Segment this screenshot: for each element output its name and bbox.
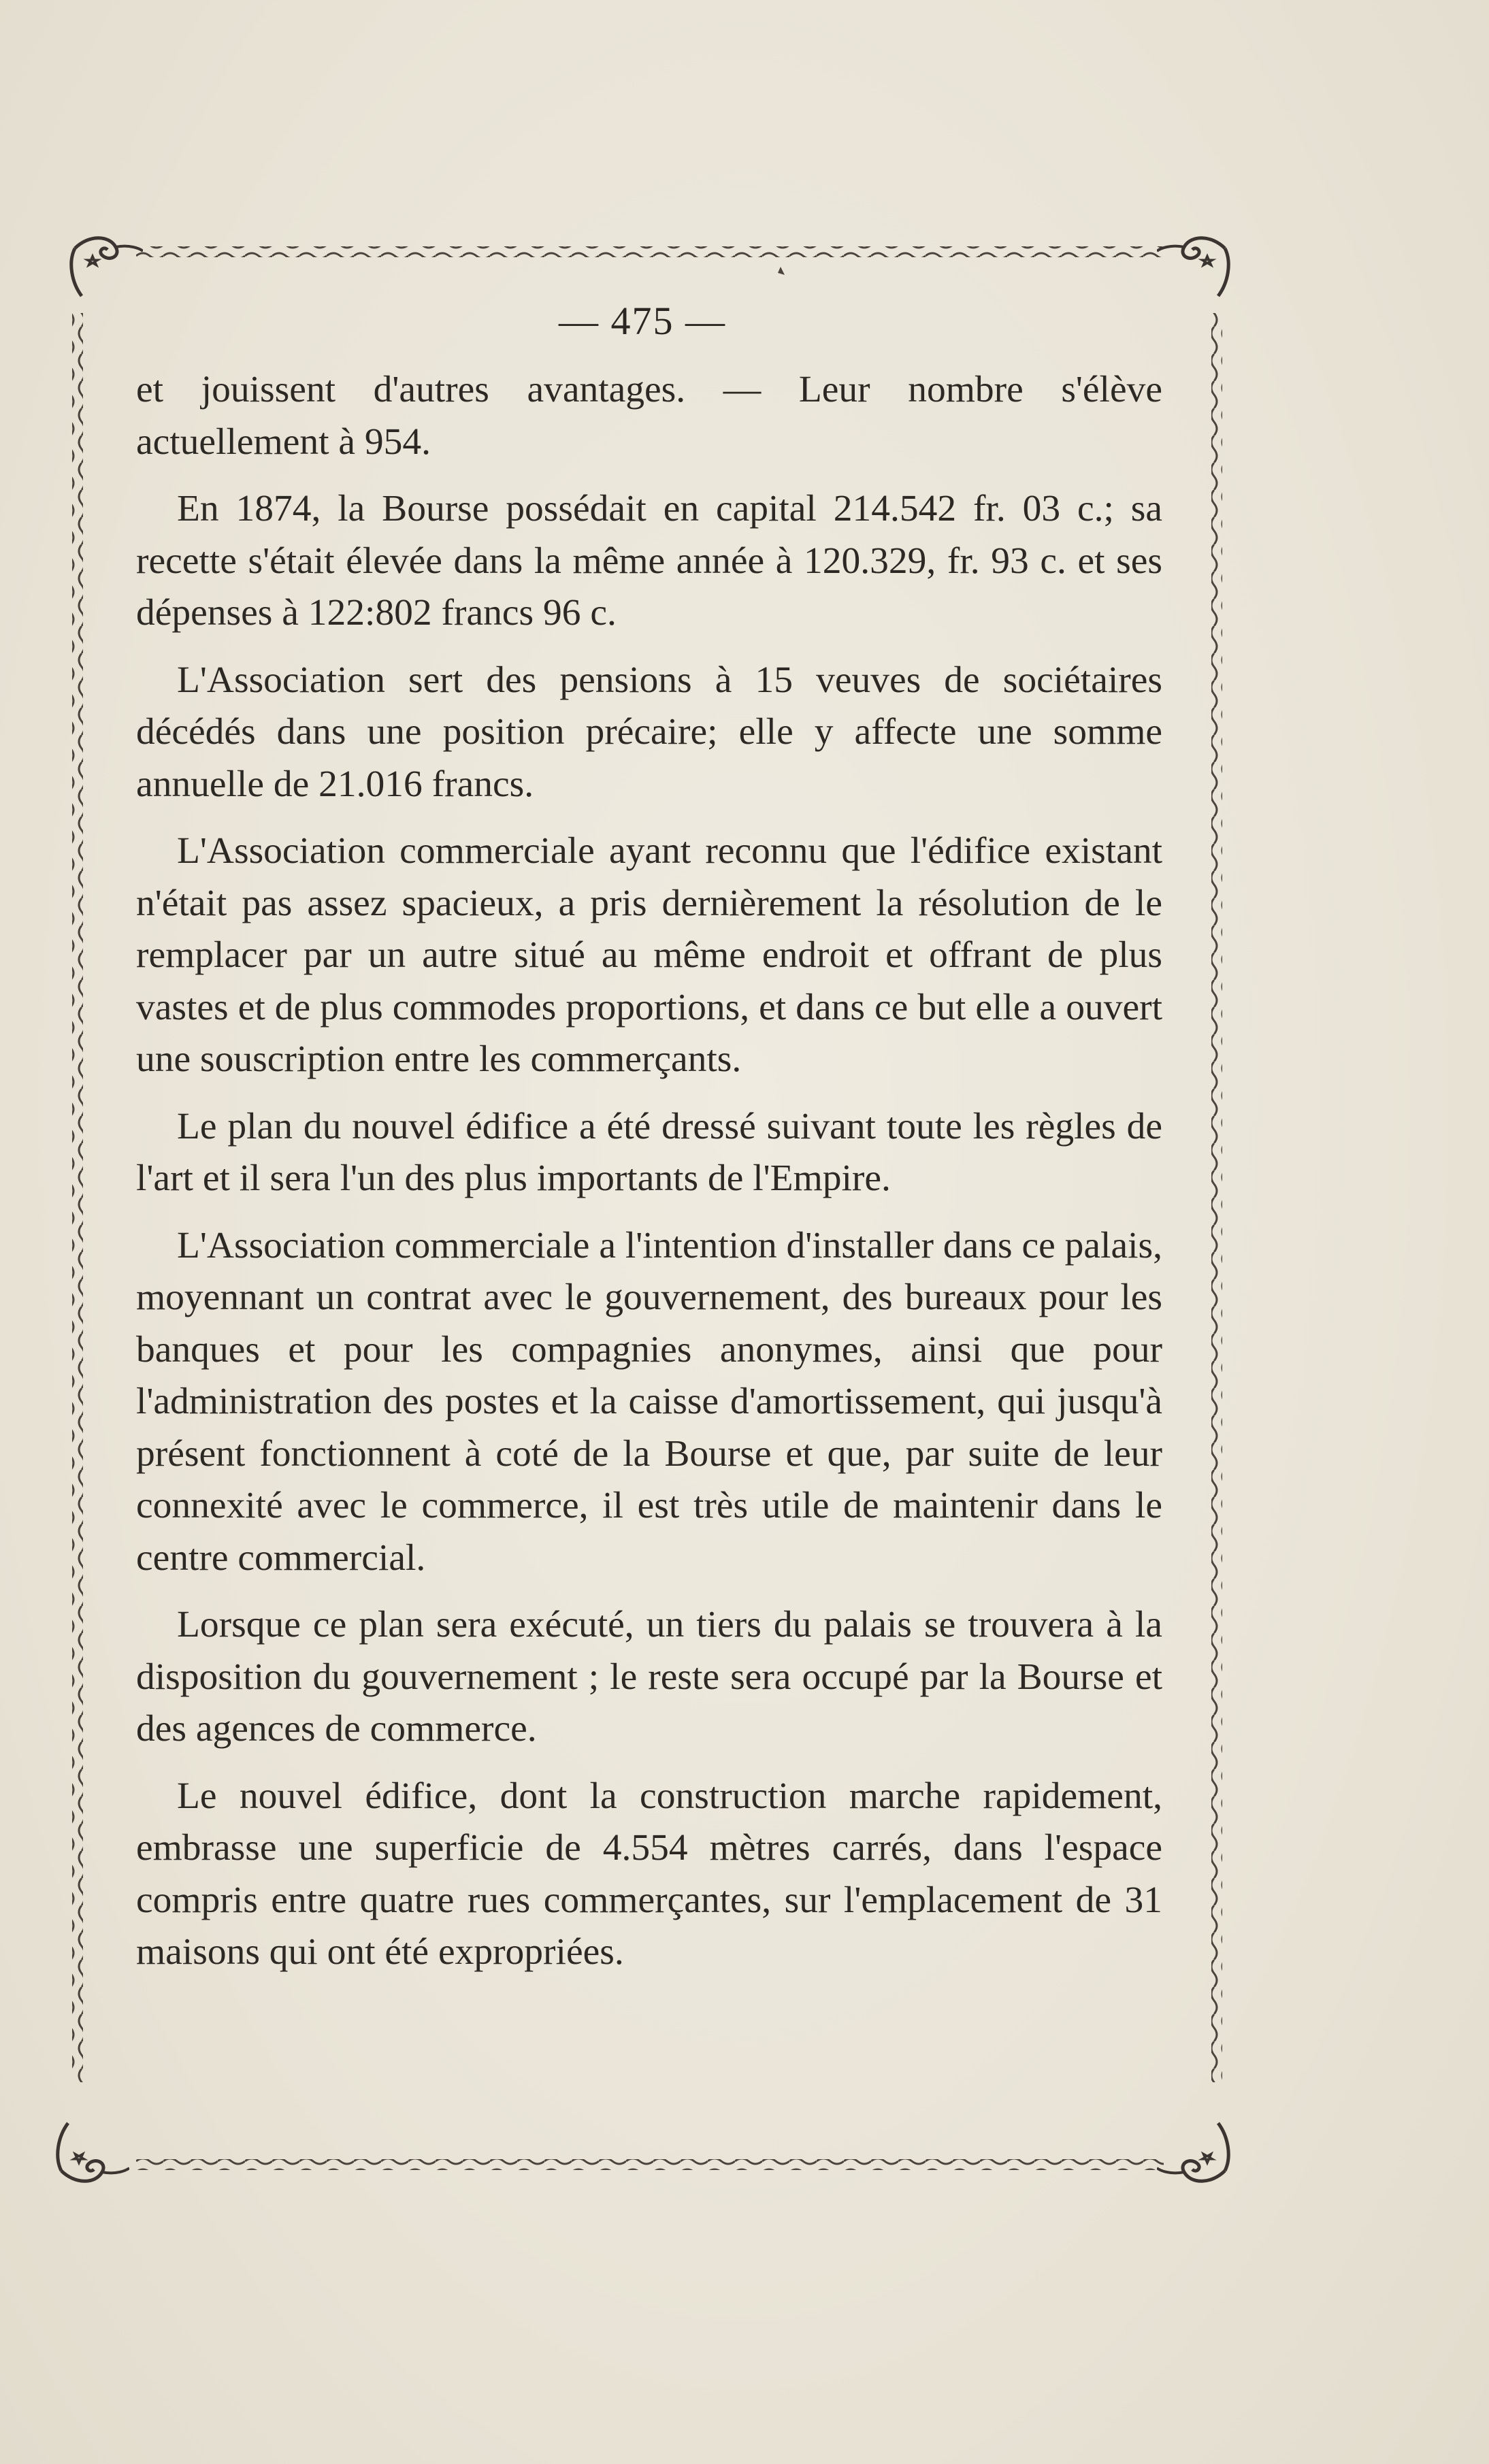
paragraph: L'Association commerciale ayant reconnu que l'édifice existant n'était pas assez spacieux, a pris dernièrement la résolution de le remplacer par un autre situé au même endroit et offrant de plus vastes et de plus commodes proportions, et dans ce but elle a ouvert une souscription entre les commerçants. bbox=[136, 830, 1162, 1080]
ornament-corner-icon bbox=[1157, 2109, 1232, 2184]
paragraph: Lorsque ce plan sera exécuté, un tiers du palais se trouvera à la disposition du gouvernement ; le reste sera occupé par la Bourse et des agences de commerce. bbox=[136, 1604, 1162, 1750]
border-top bbox=[136, 246, 1164, 257]
paragraph: L'Association commerciale a l'intention d'installer dans ce palais, moyennant un contrat avec le gouvernement, des bureaux pour les banques et pour les compagnies anonymes, ainsi que pour l'administration des postes et la caisse d'amortissement, qui jusqu'à présent fonctionnent à coté de la Bourse et que, par suite de leur connexité avec le commerce, il est très utile de maintenir dans le centre commercial. bbox=[136, 1224, 1162, 1579]
border-bottom bbox=[136, 2159, 1164, 2170]
body-text bbox=[136, 364, 1162, 1994]
border-right bbox=[1211, 313, 1222, 2082]
page-number: — 475 — bbox=[559, 299, 726, 343]
ornament-corner-icon bbox=[54, 2109, 129, 2184]
paragraph: Le plan du nouvel édifice a été dressé suivant toute les règles de l'art et il sera l'un des plus importants de l'Empire. bbox=[136, 1105, 1162, 1199]
paragraph: L'Association sert des pensions à 15 veuves de sociétaires décédés dans une position précaire; elle y affecte une somme annuelle de 21.016 francs. bbox=[136, 659, 1162, 805]
paragraph: et jouissent d'autres avantages. — Leur nombre s'élève actuellement à 954. bbox=[136, 369, 1162, 463]
paragraph: Le nouvel édifice, dont la construction marche rapidement, embrasse une superficie de 4.554 mètres carrés, dans l'espace compris entre quatre rues commerçantes, sur l'emplacement de 31 maisons qui ont été expropriées. bbox=[136, 1775, 1162, 1973]
paragraph: En 1874, la Bourse possédait en capital 214.542 fr. 03 c.; sa recette s'était élevée dans la même année à 120.329, fr. 93 c. et ses dépenses à 122:802 francs 96 c. bbox=[136, 488, 1162, 634]
border-left bbox=[72, 313, 83, 2082]
